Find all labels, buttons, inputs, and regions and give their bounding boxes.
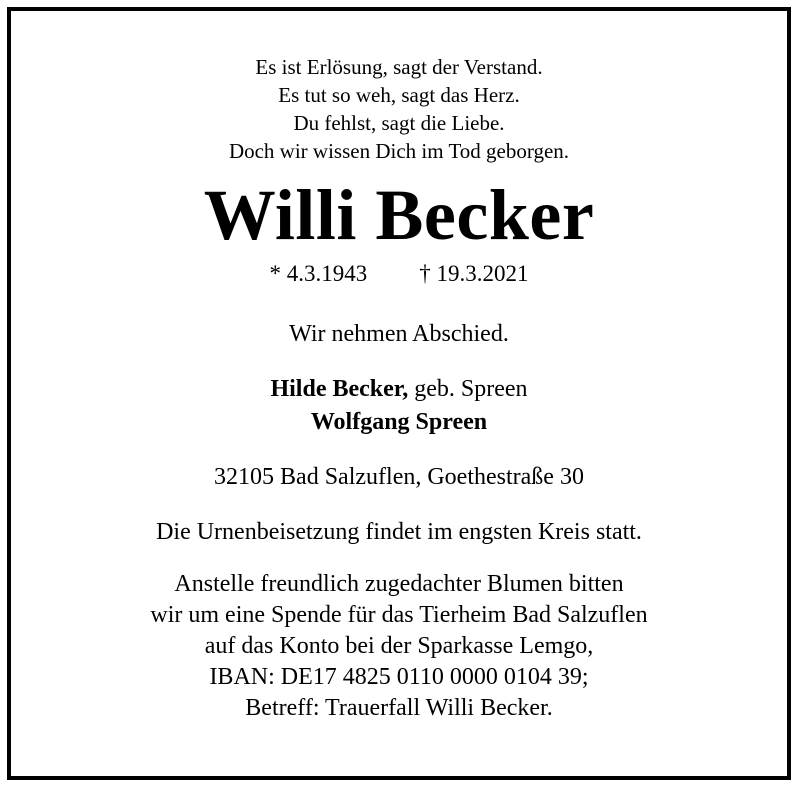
mourners-list [11,373,787,439]
donation-request [11,569,787,724]
verse-line: Es ist Erlösung, sagt der Verstand. [255,55,543,79]
verse-line: Du fehlst, sagt die Liebe. [293,111,505,135]
life-dates [11,259,787,289]
birth-date: * 4.3.1943 [269,261,368,286]
donation-line: wir um eine Spende für das Tierheim Bad Salzuflen [150,602,648,628]
funeral-note: Die Urnenbeisetzung findet im engsten Kreis statt. [156,519,642,545]
donation-line: IBAN: DE17 4825 0110 0000 0104 39; [209,664,589,690]
family-address: 32105 Bad Salzuflen, Goethestraße 30 [214,464,584,490]
deceased-name: Willi Becker [203,175,595,255]
donation-line: auf das Konto bei der Sparkasse Lemgo, [204,633,594,659]
mourner-note: geb. Spreen [408,376,528,402]
donation-line: Anstelle freundlich zugedachter Blumen bitten [174,571,624,597]
verse-line: Doch wir wissen Dich im Tod geborgen. [228,139,570,163]
mourner-line [11,373,787,406]
mourner-name: Hilde Becker, [270,376,409,402]
donation-line: Betreff: Trauerfall Willi Becker. [245,695,553,721]
memorial-verse [11,53,787,165]
mourner-name: Wolfgang Spreen [310,409,488,435]
farewell-text: Wir nehmen Abschied. [289,321,509,347]
mourner-line [11,406,787,439]
obituary-content [11,11,787,724]
obituary-border [7,7,791,780]
death-date: † 19.3.2021 [419,261,529,286]
verse-line: Es tut so weh, sagt das Herz. [278,83,520,107]
